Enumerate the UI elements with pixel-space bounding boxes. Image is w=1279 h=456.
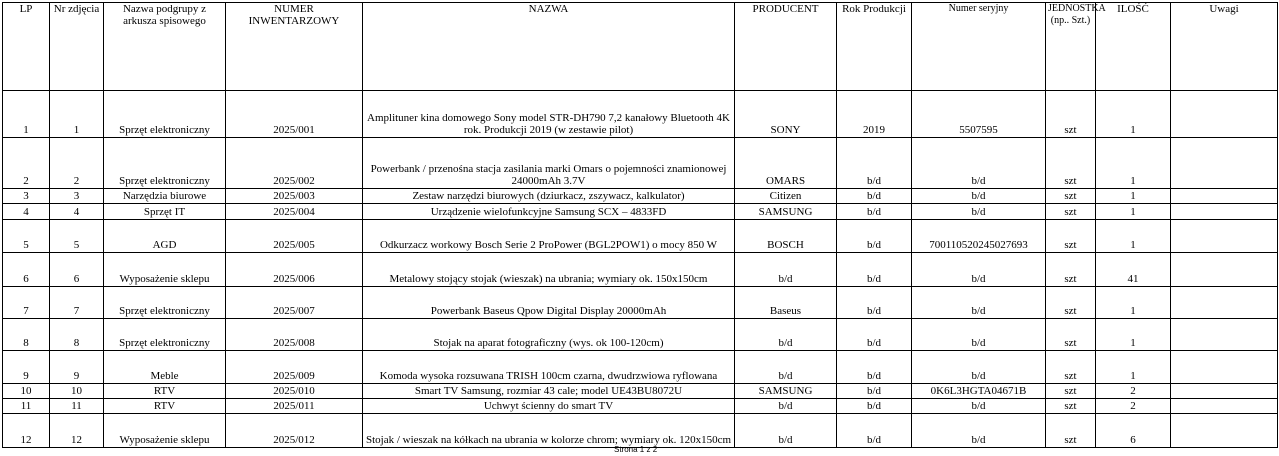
cell-lp: 11	[3, 399, 50, 414]
header-row	[3, 3, 1278, 91]
cell-nazwa: Komoda wysoka rozsuwana TRISH 100cm czarna, dwudrzwiowa ryflowana	[363, 351, 735, 384]
cell-nr: 11	[50, 399, 104, 414]
cell-lp: 1	[3, 91, 50, 138]
table-row	[3, 399, 1278, 414]
cell-lp: 10	[3, 384, 50, 399]
header-lp: LP	[3, 3, 50, 91]
cell-seryjny: b/d	[912, 189, 1046, 204]
cell-ilosc: 1	[1096, 189, 1171, 204]
inventory-table	[2, 2, 1278, 448]
cell-nazwa: Zestaw narzędzi biurowych (dziurkacz, zszywacz, kalkulator)	[363, 189, 735, 204]
cell-uwagi	[1171, 204, 1278, 220]
cell-nr: 12	[50, 414, 104, 448]
cell-ilosc: 1	[1096, 220, 1171, 253]
table-row	[3, 138, 1278, 189]
cell-ilosc: 1	[1096, 287, 1171, 319]
cell-uwagi	[1171, 91, 1278, 138]
cell-nazwa: Urządzenie wielofunkcyjne Samsung SCX – 4833FD	[363, 204, 735, 220]
table-row	[3, 351, 1278, 384]
cell-podgrupa: AGD	[104, 220, 226, 253]
cell-podgrupa: RTV	[104, 399, 226, 414]
cell-numer: 2025/007	[226, 287, 363, 319]
cell-nr: 5	[50, 220, 104, 253]
cell-ilosc: 1	[1096, 319, 1171, 351]
cell-numer: 2025/008	[226, 319, 363, 351]
cell-nazwa: Metalowy stojący stojak (wieszak) na ubrania; wymiary ok. 150x150cm	[363, 253, 735, 287]
cell-numer: 2025/005	[226, 220, 363, 253]
cell-rok: b/d	[837, 204, 912, 220]
header-uwagi: Uwagi	[1171, 3, 1278, 91]
cell-producent: SAMSUNG	[735, 384, 837, 399]
cell-producent: b/d	[735, 399, 837, 414]
cell-jednostka: szt	[1046, 91, 1096, 138]
cell-uwagi	[1171, 414, 1278, 448]
cell-nr: 10	[50, 384, 104, 399]
cell-numer: 2025/004	[226, 204, 363, 220]
header-numer-inwentarzowy: NUMER INWENTARZOWY	[226, 3, 363, 91]
cell-ilosc: 2	[1096, 399, 1171, 414]
cell-numer: 2025/009	[226, 351, 363, 384]
cell-uwagi	[1171, 253, 1278, 287]
cell-seryjny: b/d	[912, 253, 1046, 287]
cell-uwagi	[1171, 399, 1278, 414]
table-row	[3, 204, 1278, 220]
cell-lp: 4	[3, 204, 50, 220]
cell-rok: b/d	[837, 351, 912, 384]
cell-producent: Citizen	[735, 189, 837, 204]
cell-nazwa: Amplituner kina domowego Sony model STR-DH790 7,2 kanałowy Bluetooth 4K rok. Produkcji 2019 (w zestawie pilot)	[363, 91, 735, 138]
cell-producent: BOSCH	[735, 220, 837, 253]
header-jednostka: JEDNOSTKA (np.. Szt.)	[1046, 3, 1096, 91]
cell-seryjny: b/d	[912, 414, 1046, 448]
cell-producent: SONY	[735, 91, 837, 138]
cell-jednostka: szt	[1046, 414, 1096, 448]
cell-nazwa: Powerbank Baseus Qpow Digital Display 20000mAh	[363, 287, 735, 319]
cell-nazwa: Stojak na aparat fotograficzny (wys. ok 100-120cm)	[363, 319, 735, 351]
header-nr-zdjecia: Nr zdjęcia	[50, 3, 104, 91]
cell-podgrupa: Sprzęt elektroniczny	[104, 319, 226, 351]
cell-nr: 3	[50, 189, 104, 204]
cell-podgrupa: Wyposażenie sklepu	[104, 414, 226, 448]
cell-rok: b/d	[837, 399, 912, 414]
cell-ilosc: 1	[1096, 138, 1171, 189]
cell-numer: 2025/002	[226, 138, 363, 189]
cell-ilosc: 1	[1096, 204, 1171, 220]
cell-uwagi	[1171, 351, 1278, 384]
cell-jednostka: szt	[1046, 189, 1096, 204]
cell-lp: 7	[3, 287, 50, 319]
cell-rok: b/d	[837, 414, 912, 448]
cell-nr: 7	[50, 287, 104, 319]
table-row	[3, 220, 1278, 253]
cell-jednostka: szt	[1046, 399, 1096, 414]
cell-uwagi	[1171, 138, 1278, 189]
cell-jednostka: szt	[1046, 351, 1096, 384]
cell-nazwa: Stojak / wieszak na kółkach na ubrania w kolorze chrom; wymiary ok. 120x150cm	[363, 414, 735, 448]
cell-seryjny: b/d	[912, 138, 1046, 189]
cell-podgrupa: Narzędzia biurowe	[104, 189, 226, 204]
cell-uwagi	[1171, 220, 1278, 253]
cell-jednostka: szt	[1046, 384, 1096, 399]
cell-seryjny: 700110520245027693	[912, 220, 1046, 253]
cell-producent: OMARS	[735, 138, 837, 189]
cell-jednostka: szt	[1046, 319, 1096, 351]
cell-numer: 2025/011	[226, 399, 363, 414]
cell-lp: 8	[3, 319, 50, 351]
cell-ilosc: 41	[1096, 253, 1171, 287]
cell-seryjny: b/d	[912, 351, 1046, 384]
cell-nazwa: Smart TV Samsung, rozmiar 43 cale; model UE43BU8072U	[363, 384, 735, 399]
cell-uwagi	[1171, 384, 1278, 399]
cell-uwagi	[1171, 287, 1278, 319]
cell-ilosc: 1	[1096, 351, 1171, 384]
cell-seryjny: 0K6L3HGTA04671B	[912, 384, 1046, 399]
cell-uwagi	[1171, 319, 1278, 351]
table-row	[3, 384, 1278, 399]
cell-lp: 2	[3, 138, 50, 189]
cell-seryjny: b/d	[912, 319, 1046, 351]
cell-ilosc: 2	[1096, 384, 1171, 399]
cell-lp: 12	[3, 414, 50, 448]
cell-lp: 9	[3, 351, 50, 384]
cell-rok: b/d	[837, 253, 912, 287]
cell-producent: Baseus	[735, 287, 837, 319]
cell-numer: 2025/003	[226, 189, 363, 204]
cell-rok: b/d	[837, 189, 912, 204]
cell-producent: b/d	[735, 351, 837, 384]
cell-jednostka: szt	[1046, 138, 1096, 189]
table-row	[3, 189, 1278, 204]
header-nazwa-podgrupy: Nazwa podgrupy z arkusza spisowego	[104, 3, 226, 91]
cell-nazwa: Powerbank / przenośna stacja zasilania marki Omars o pojemności znamionowej 24000mAh 3.7V	[363, 138, 735, 189]
header-numer-seryjny: Numer seryjny	[912, 3, 1046, 91]
cell-podgrupa: Sprzęt elektroniczny	[104, 138, 226, 189]
cell-podgrupa: Sprzęt IT	[104, 204, 226, 220]
table-row	[3, 253, 1278, 287]
cell-nr: 2	[50, 138, 104, 189]
table-row	[3, 287, 1278, 319]
table-body	[3, 91, 1278, 448]
cell-podgrupa: Sprzęt elektroniczny	[104, 91, 226, 138]
cell-lp: 3	[3, 189, 50, 204]
cell-rok: 2019	[837, 91, 912, 138]
cell-seryjny: b/d	[912, 204, 1046, 220]
cell-ilosc: 6	[1096, 414, 1171, 448]
cell-nr: 1	[50, 91, 104, 138]
cell-numer: 2025/010	[226, 384, 363, 399]
cell-podgrupa: Meble	[104, 351, 226, 384]
cell-nr: 8	[50, 319, 104, 351]
table-row	[3, 414, 1278, 448]
cell-seryjny: b/d	[912, 287, 1046, 319]
cell-producent: SAMSUNG	[735, 204, 837, 220]
cell-rok: b/d	[837, 138, 912, 189]
cell-podgrupa: RTV	[104, 384, 226, 399]
cell-producent: b/d	[735, 319, 837, 351]
header-rok-produkcji: Rok Produkcji	[837, 3, 912, 91]
cell-nazwa: Odkurzacz workowy Bosch Serie 2 ProPower (BGL2POW1) o mocy 850 W	[363, 220, 735, 253]
cell-nazwa: Uchwyt ścienny do smart TV	[363, 399, 735, 414]
cell-rok: b/d	[837, 319, 912, 351]
cell-podgrupa: Sprzęt elektroniczny	[104, 287, 226, 319]
cell-jednostka: szt	[1046, 287, 1096, 319]
table-row	[3, 91, 1278, 138]
cell-rok: b/d	[837, 287, 912, 319]
cell-producent: b/d	[735, 414, 837, 448]
cell-lp: 5	[3, 220, 50, 253]
cell-nr: 4	[50, 204, 104, 220]
page-footer: Strona 1 z 2	[614, 445, 658, 454]
cell-nr: 6	[50, 253, 104, 287]
cell-podgrupa: Wyposażenie sklepu	[104, 253, 226, 287]
cell-seryjny: b/d	[912, 399, 1046, 414]
cell-producent: b/d	[735, 253, 837, 287]
table-row	[3, 319, 1278, 351]
cell-numer: 2025/012	[226, 414, 363, 448]
cell-uwagi	[1171, 189, 1278, 204]
cell-lp: 6	[3, 253, 50, 287]
header-ilosc: ILOŚĆ	[1096, 3, 1171, 91]
cell-jednostka: szt	[1046, 220, 1096, 253]
header-producent: PRODUCENT	[735, 3, 837, 91]
cell-jednostka: szt	[1046, 204, 1096, 220]
cell-nr: 9	[50, 351, 104, 384]
cell-rok: b/d	[837, 220, 912, 253]
header-nazwa: NAZWA	[363, 3, 735, 91]
cell-jednostka: szt	[1046, 253, 1096, 287]
cell-numer: 2025/001	[226, 91, 363, 138]
cell-numer: 2025/006	[226, 253, 363, 287]
cell-seryjny: 5507595	[912, 91, 1046, 138]
cell-ilosc: 1	[1096, 91, 1171, 138]
cell-rok: b/d	[837, 384, 912, 399]
